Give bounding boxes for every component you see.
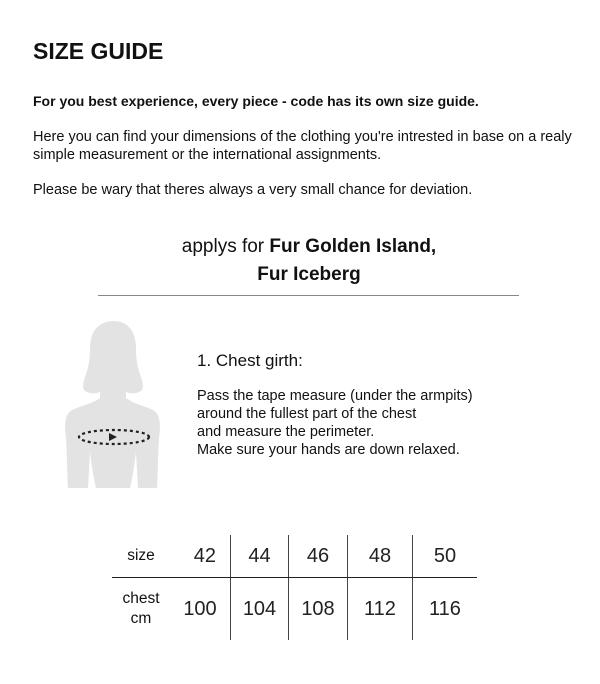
size-chart-table bbox=[112, 535, 477, 640]
intro-bold-line: For you best experience, every piece - code has its own size guide. bbox=[33, 93, 479, 109]
table-row bbox=[112, 535, 477, 578]
row-label-chest bbox=[112, 578, 170, 641]
intro-description: Here you can find your dimensions of the clothing you're intrested in base on a realy simple measurement or the international assignments. bbox=[33, 129, 572, 163]
row-label-chest-line-1: chest bbox=[122, 590, 160, 607]
size-cell: 44 bbox=[231, 535, 289, 578]
measurement-heading: 1. Chest girth: bbox=[197, 351, 303, 370]
size-cell: 42 bbox=[170, 535, 231, 578]
row-label-chest-line-2: cm bbox=[130, 610, 152, 627]
applies-line-2 bbox=[100, 261, 518, 289]
instruction-line: Pass the tape measure (under the armpits) bbox=[197, 388, 473, 404]
instruction-line: around the fullest part of the chest bbox=[197, 406, 417, 422]
section-divider bbox=[98, 295, 519, 296]
measurement-instructions bbox=[197, 387, 473, 459]
chest-cell: 100 bbox=[183, 597, 217, 620]
chest-cell: 108 bbox=[289, 578, 348, 641]
table-row bbox=[112, 578, 477, 641]
applies-for-products bbox=[100, 233, 518, 289]
product-name-1: Fur Golden Island, bbox=[269, 236, 437, 257]
intro-warning: Please be wary that theres always a very small chance for deviation. bbox=[33, 182, 473, 198]
applies-line-1 bbox=[100, 233, 518, 261]
instruction-line: and measure the perimeter. bbox=[197, 424, 375, 440]
instruction-line: Make sure your hands are down relaxed. bbox=[197, 442, 460, 458]
chest-cell: 112 bbox=[348, 578, 413, 641]
body-silhouette-shape bbox=[65, 321, 160, 488]
body-silhouette-with-tape-icon bbox=[62, 320, 164, 492]
applies-prefix: applys for bbox=[181, 236, 265, 257]
product-name-2: Fur Iceberg bbox=[257, 264, 361, 285]
size-cell: 50 bbox=[413, 535, 478, 578]
page-title: SIZE GUIDE bbox=[33, 38, 164, 64]
size-cell: 48 bbox=[348, 535, 413, 578]
chest-cell: 116 bbox=[413, 578, 478, 641]
chest-cell: 104 bbox=[231, 578, 289, 641]
size-cell: 46 bbox=[289, 535, 348, 578]
row-label-size: size bbox=[112, 535, 170, 578]
